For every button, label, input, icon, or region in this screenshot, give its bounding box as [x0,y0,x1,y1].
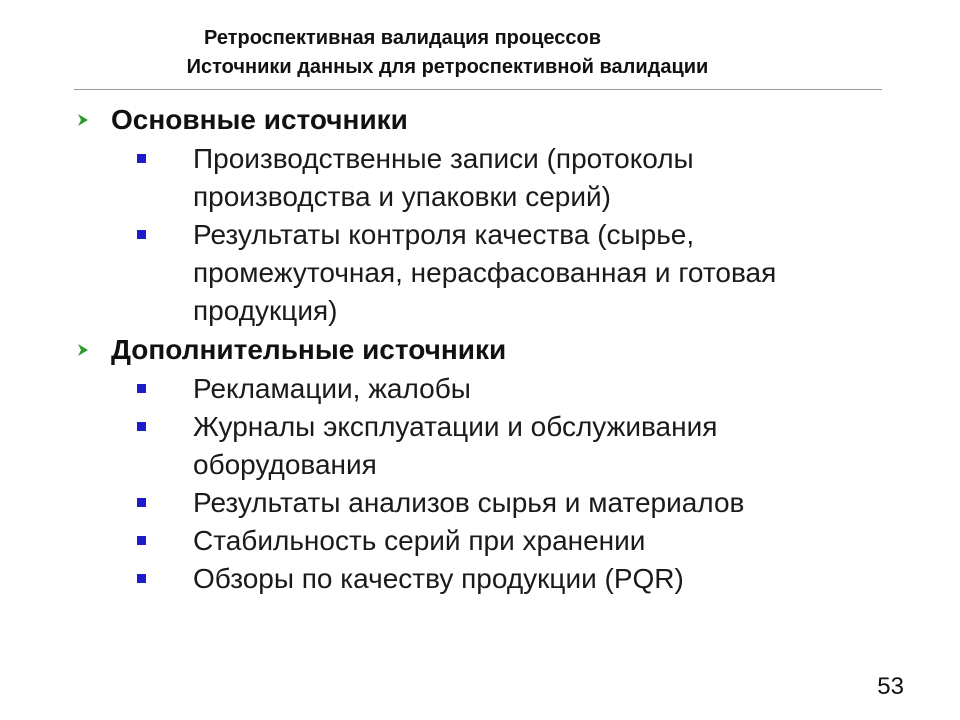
page-number: 53 [877,673,904,700]
list-item [0,560,873,598]
list-item-text: производства и упаковки серий) [193,181,611,212]
section-primary-sources [0,100,960,330]
list-item-text: Результаты контроля качества (сырье, [193,219,695,250]
square-bullet-icon [137,422,146,431]
square-bullet-icon [137,536,146,545]
square-bullet-icon [137,498,146,507]
list-item [0,522,873,560]
section-additional-sources [0,330,960,598]
square-bullet-icon [137,154,146,163]
square-bullet-icon [137,230,146,239]
section-heading: Основные источники [111,104,408,135]
list-item [0,370,873,408]
list-item-text: промежуточная, нерасфасованная и готовая [193,257,777,288]
slide-subtitle: Источники данных для ретроспективной валидации [186,56,709,78]
list-item-text: Рекламации, жалобы [193,373,471,404]
list-item-text: Производственные записи (протоколы [193,143,694,174]
list-item [0,140,873,216]
square-bullet-icon [137,574,146,583]
section-heading: Дополнительные источники [111,334,507,365]
title-divider [74,89,882,90]
green-arrow-icon [76,113,90,127]
list-item [0,484,873,522]
list-item-text: Обзоры по качеству продукции (PQR) [193,563,684,594]
green-arrow-icon [76,343,90,357]
list-item-text: Журналы эксплуатации и обслуживания [193,411,718,442]
list-item-text: оборудования [193,449,377,480]
section-heading-row [0,100,960,140]
square-bullet-icon [137,384,146,393]
list-item-text: Стабильность серий при хранении [193,525,646,556]
slide-content [0,100,960,598]
list-item-text: продукция) [193,295,338,326]
slide-title: Ретроспективная валидация процессов [203,27,602,49]
list-item [0,408,873,484]
list-item [0,216,873,330]
slide-header [0,24,960,82]
list-item-text: Результаты анализов сырья и материалов [193,487,745,518]
section-heading-row [0,330,960,370]
